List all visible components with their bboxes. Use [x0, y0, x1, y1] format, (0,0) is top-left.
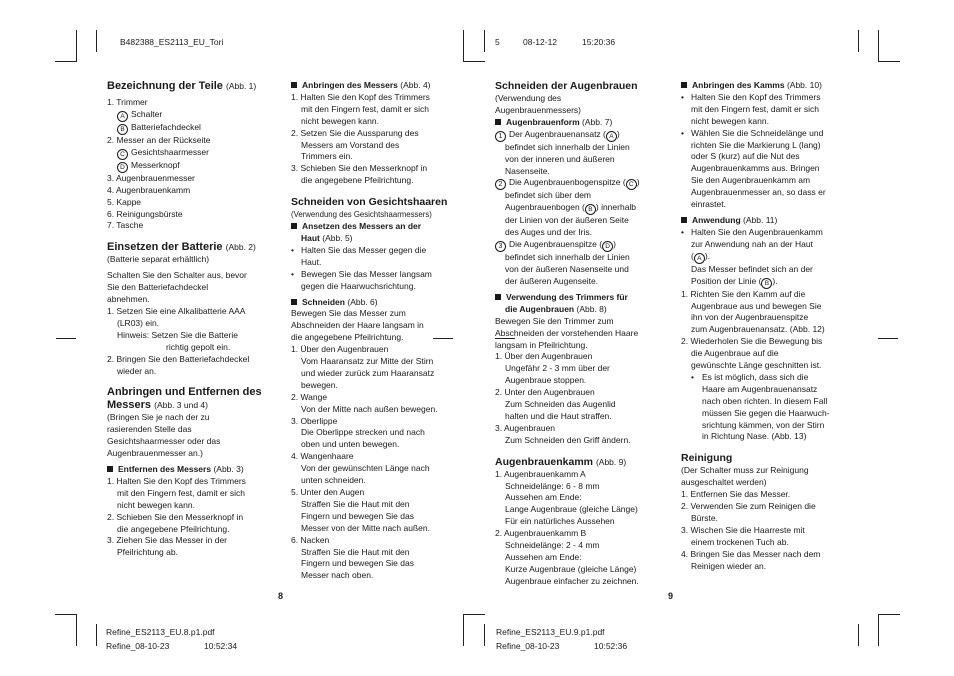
text-line: ( A ). [691, 250, 711, 262]
text-line: Reinigen wieder an. [691, 560, 767, 571]
list-item: 7. Tasche [107, 220, 144, 231]
text-line: Fingern und bewegen Sie das [301, 510, 414, 521]
list-item: 3. Schieben Sie den Messerknopf in [291, 163, 428, 174]
list-item: 2. Messer an der Rückseite [107, 134, 211, 145]
note: (Der Schalter muss zur Reinigung [681, 465, 809, 476]
list-item: 2 Die Augenbrauenbogenspitze ( C ) [495, 177, 675, 190]
text-line: Haare am Augenbrauenansatz [702, 383, 818, 394]
text-line: richten Sie die Markierung L (lang) [691, 139, 821, 150]
column-4 [681, 80, 856, 573]
note: ausgeschaltet werden) [681, 477, 767, 488]
text-line: der Linien von der äußeren Seite [505, 215, 629, 226]
text-line: Schneidelänge: 2 - 4 mm [505, 540, 600, 551]
marker-icon: A [694, 253, 705, 264]
text-line: Aussehen am Ende: [505, 492, 582, 503]
list-item: 1. Augenbrauenkamm A [495, 468, 586, 479]
note: Augenbrauenmessers) [495, 104, 581, 115]
number-marker-icon: 3 [495, 241, 506, 252]
text-line: ihn von der Augenbrauenspitze [691, 312, 809, 323]
text-line: (LR03) ein. [117, 317, 160, 328]
text-line: Kurze Augenbraue (gleiche Länge) [505, 563, 637, 574]
section-heading: Schneiden der Augenbrauen [495, 80, 638, 92]
text-line: oder S (kurz) auf die Nut des [691, 151, 800, 162]
marker-icon: B [585, 204, 596, 215]
list-item: 5. Unter den Augen [291, 487, 365, 497]
footer-left-date: Refine_08-10-23 [106, 641, 170, 651]
text-line: und wieder zurück zum Haaransatz [301, 367, 435, 378]
text-line: halten und die Haut straffen. [505, 410, 612, 421]
list-item: 2. Setzen Sie die Aussparung des [291, 127, 419, 138]
bullet-item: • Bewegen Sie das Messer langsam [291, 268, 432, 279]
text-line: nicht bewegen kann. [691, 115, 769, 126]
list-item: 4. Bringen Sie das Messer nach dem [681, 548, 821, 559]
text-line: von der inneren und äußeren [505, 153, 615, 164]
text-line: Bewegen Sie das Messer zum [291, 308, 406, 319]
text-line: einrastet. [691, 199, 726, 210]
text-line: Für ein natürliches Aussehen [505, 516, 615, 527]
list-item: 5. Kappe [107, 196, 142, 207]
footer-right-file: Refine_ES2113_EU.9.p1.pdf [496, 627, 605, 637]
text-line: Augenbrauenmesser an, so dass er [691, 187, 826, 198]
list-item: 3. Wischen Sie die Haarreste mit [681, 524, 805, 535]
text-line: Die Oberlippe strecken und nach [301, 427, 425, 438]
list-item: 2. Augenbrauenkamm B [495, 528, 587, 539]
footer-left-file: Refine_ES2113_EU.8.p1.pdf [106, 627, 215, 637]
text-line: Augenbraue stoppen. [505, 375, 587, 386]
note: (Bringen Sie je nach der zu [107, 412, 210, 423]
list-item: 3. Augenbrauenmesser [107, 172, 195, 183]
list-item: C Gesichtshaarmesser [107, 147, 287, 160]
footer-right-date: Refine_08-10-23 [496, 641, 560, 651]
text-line: zur Anwendung nah an der Haut [691, 238, 813, 249]
header-time: 15:20:36 [582, 37, 616, 47]
text-line: nicht bewegen kann. [301, 115, 379, 126]
subheading: Anbringen des Kamms (Abb. 10) [681, 80, 856, 92]
text-line: Aussehen am Ende: [505, 552, 582, 562]
list-item: 2. Schieben Sie den Messerknopf in [107, 511, 244, 522]
marker-icon: D [602, 241, 613, 252]
section-heading: Augenbrauenkamm (Abb. 9) [495, 455, 627, 468]
list-item: 1. Entfernen Sie das Messer. [681, 489, 791, 500]
text-line: gewünschte Länge geschnitten ist. [691, 360, 822, 371]
square-bullet-icon [291, 299, 297, 305]
subheading: Haut (Abb. 5) [301, 232, 353, 243]
number-marker-icon: 1 [495, 131, 506, 142]
footer-left-time: 10:52:34 [204, 641, 238, 651]
subheading: Entfernen des Messers (Abb. 3) [107, 464, 287, 476]
section-heading: Anbringen und Entfernen des [107, 386, 262, 399]
text-line: Trimmers ein. [301, 151, 353, 162]
list-item: 6. Reinigungsbürste [107, 208, 183, 219]
text-line: langsam in Pfeilrichtung. [495, 339, 588, 350]
list-item: 1. Halten Sie den Kopf des Trimmers [291, 91, 430, 102]
text-line: Straffen Sie die Haut mit den [301, 498, 410, 509]
text-line: mit den Fingern fest, damit er sich [117, 487, 246, 498]
text-line: müssen Sie gegen die Haarwuch- [702, 407, 830, 418]
marker-icon: A [117, 111, 128, 122]
list-item: 1. Über den Augenbrauen [495, 351, 593, 362]
text-line: Position der Linie ( B ). [691, 275, 778, 287]
section-heading: Messers (Abb. 3 und 4) [107, 399, 208, 412]
heading-text: Bezeichnung der Teile [107, 80, 223, 92]
note: (Batterie separat erhältlich) [107, 254, 210, 265]
square-bullet-icon [291, 223, 297, 229]
text-line: die angegebene Pfeilrichtung. [117, 523, 230, 534]
subheading: Anbringen des Messers (Abb. 4) [291, 80, 466, 92]
text-line: die Augenbraue auf die [691, 348, 779, 359]
square-bullet-icon [495, 294, 501, 300]
list-item: 1 Der Augenbrauenansatz ( A ) [495, 129, 675, 142]
list-item: B Batteriefachdeckel [107, 122, 287, 135]
text-line: Von der Mitte nach außen bewegen. [301, 403, 438, 414]
text-line: Haut. [301, 256, 322, 267]
text-line: befindet sich innerhalb der Linien [505, 252, 630, 263]
text-line: Bürste. [691, 513, 718, 523]
subheading: die Augenbrauen (Abb. 8) [505, 303, 607, 314]
subheading: Ansetzen des Messers an der [291, 221, 466, 233]
text-line: von der äußeren Nasenseite und [505, 264, 629, 275]
marker-icon: C [117, 149, 128, 160]
list-item: 1. Trimmer [107, 97, 148, 107]
text-line: Messer nach oben. [301, 570, 374, 581]
square-bullet-icon [291, 82, 297, 88]
text-line: mit den Fingern fest, damit er sich [301, 103, 430, 114]
text-line: Messer von der Mitte nach außen. [301, 522, 430, 533]
bullet-item: • Halten Sie den Augenbrauenkamm [681, 226, 823, 237]
bullet-item: • Halten Sie den Kopf des Trimmers [681, 91, 821, 102]
text-line: Das Messer befindet sich an der [691, 263, 813, 274]
text-line: Messers am Vorstand des [301, 139, 400, 150]
text-line: nicht bewegen kann. [117, 499, 195, 510]
list-item: 2. Wiederholen Sie die Bewegung bis [681, 336, 823, 347]
text-line: Schneidelänge: 6 - 8 mm [505, 480, 600, 491]
list-item: 6. Nacken [291, 534, 330, 545]
subheading: Anwendung (Abb. 11) [681, 215, 856, 227]
note: (Verwendung des [495, 93, 562, 103]
text-line: Nasenseite. [505, 165, 550, 176]
square-bullet-icon [681, 82, 687, 88]
text-line: Zum Schneiden den Griff ändern. [505, 434, 631, 445]
text-line: richtig gepolt ein. [166, 341, 231, 352]
text-line: die angegebene Pfeilrichtung. [301, 175, 414, 186]
marker-icon: C [626, 179, 637, 190]
subheading: Schneiden (Abb. 6) [291, 297, 466, 309]
text-line: Sie den Batteriefachdeckel [107, 282, 209, 293]
list-item: 3. Augenbrauen [495, 422, 556, 433]
text-line: einem trockenen Tuch ab. [691, 536, 789, 547]
list-item: 4. Wangenhaare [291, 451, 354, 462]
bullet-item: • Es ist möglich, dass sich die [691, 371, 809, 382]
list-item: 1. Über den Augenbrauen [291, 344, 389, 355]
text-line: befindet sich innerhalb der Linien [505, 141, 630, 152]
list-item: 4. Augenbrauenkamm [107, 184, 191, 195]
figure-ref: (Abb. 1) [226, 81, 257, 91]
text-line: Sie den Augenbrauenkamm am [691, 175, 811, 186]
list-item: D Messerknopf [107, 160, 287, 173]
section-heading: Reinigung [681, 452, 733, 465]
page-number-right: 9 [668, 591, 674, 601]
column-3 [495, 80, 675, 588]
list-item: 3. Ziehen Sie das Messer in der [107, 535, 228, 546]
text-line: gegen die Haarwuchsrichtung. [301, 280, 416, 291]
square-bullet-icon [107, 466, 113, 472]
text-line: in Richtung Nase. (Abb. 13) [702, 431, 807, 442]
list-item: 1. Richten Sie den Kamm auf die [681, 288, 806, 299]
bullet-item: • Halten Sie das Messer gegen die [291, 244, 427, 255]
section-heading: Schneiden von Gesichtshaaren [291, 196, 448, 209]
text-line: Hinweis: Setzen Sie die Batterie [117, 329, 238, 340]
text-line: srichtung kämmen, von der Stirn [702, 419, 825, 430]
header-date: 08-12-12 [523, 37, 558, 47]
text-line: wieder an. [117, 365, 157, 376]
column-2 [291, 80, 466, 582]
footer-right-time: 10:52:36 [594, 641, 628, 651]
text-line: abnehmen. [107, 294, 150, 305]
text-line: Abschneiden der vorstehenden Haare [495, 327, 639, 338]
list-item: 2. Wange [291, 391, 328, 402]
subheading: Augenbrauenform (Abb. 7) [495, 117, 675, 129]
text-line: zum Augenbrauenansatz. (Abb. 12) [691, 324, 825, 335]
list-item: 2. Bringen Sie den Batteriefachdeckel [107, 353, 250, 364]
text-line: Von der gewünschten Länge nach [301, 463, 430, 474]
text-line: Lange Augenbraue (gleiche Länge) [505, 504, 638, 515]
page-number-left: 8 [278, 591, 284, 601]
note: Gesichtshaarmesser oder das [107, 436, 221, 447]
square-bullet-icon [495, 119, 501, 125]
marker-icon: B [761, 278, 772, 289]
text-line: Zum Schneiden das Augenlid [505, 399, 616, 410]
text-line: Augenbrauenbogen ( B ) innerhalb [505, 202, 637, 214]
text-line: Ungefähr 2 - 3 mm über der [505, 363, 610, 374]
note: rasierenden Stelle das [107, 424, 192, 435]
bullet-item: • Wählen Sie die Schneidelänge und [681, 127, 824, 138]
text-line: des Auges und der Iris. [505, 227, 592, 238]
text-line: mit den Fingern fest, damit er sich [691, 103, 820, 114]
list-item: 3 Die Augenbrauenspitze ( D ) [495, 239, 675, 252]
text-line: unten schneiden. [301, 475, 366, 486]
list-item: A Schalter [107, 109, 287, 122]
note: Augenbrauenmesser an.) [107, 448, 203, 459]
text-line: Vom Haaransatz zur Mitte der Stirn [301, 356, 434, 367]
number-marker-icon: 2 [495, 179, 506, 190]
text-line: Schalten Sie den Schalter aus, bevor [107, 270, 247, 281]
subheading: Verwendung des Trimmers für [495, 292, 675, 304]
text-line: die angegebene Pfeilrichtung. [291, 332, 404, 343]
list-item: 1. Halten Sie den Kopf des Trimmers [107, 475, 246, 486]
text-line: Augenbraue einfacher zu zeichnen. [505, 575, 639, 586]
text-line: Augenbrauenkamms aus. Bringen [691, 163, 820, 174]
text-line: Augenbraue aus und bewegen Sie [691, 300, 822, 311]
note: (Verwendung des Gesichtshaarmessers) [291, 210, 432, 220]
list-item: 3. Oberlippe [291, 415, 338, 426]
list-item: 1. Setzen Sie eine Alkalibatterie AAA [107, 305, 246, 316]
text-line: der äußeren Augenseite. [505, 275, 599, 286]
column-1 [107, 80, 287, 559]
section-heading: Einsetzen der Batterie (Abb. 2) [107, 241, 256, 254]
marker-icon: A [606, 131, 617, 142]
text-line: befindet sich über dem [505, 190, 591, 201]
list-item: 2. Unter den Augenbrauen [495, 387, 595, 398]
header-job: B482388_ES2113_EU_Tori [120, 37, 224, 47]
marker-icon: B [117, 124, 128, 135]
text-line: oben und unten bewegen. [301, 439, 400, 450]
marker-icon: D [117, 162, 128, 173]
text-line: Abschneiden der Haare langsam in [291, 320, 424, 331]
text-line: Bewegen Sie den Trimmer zum [495, 315, 614, 326]
list-item: 2. Verwenden Sie zum Reinigen die [681, 501, 816, 512]
text-line: bewegen. [301, 379, 338, 390]
text-line: Pfeilrichtung ab. [117, 547, 178, 558]
section-heading [107, 80, 287, 93]
text-line: Fingern und bewegen Sie das [301, 558, 414, 569]
text-line: nach oben richten. In diesem Fall [702, 395, 828, 406]
text-line: Straffen Sie die Haut mit den [301, 546, 410, 557]
header-page: 5 [495, 37, 500, 47]
square-bullet-icon [681, 217, 687, 223]
